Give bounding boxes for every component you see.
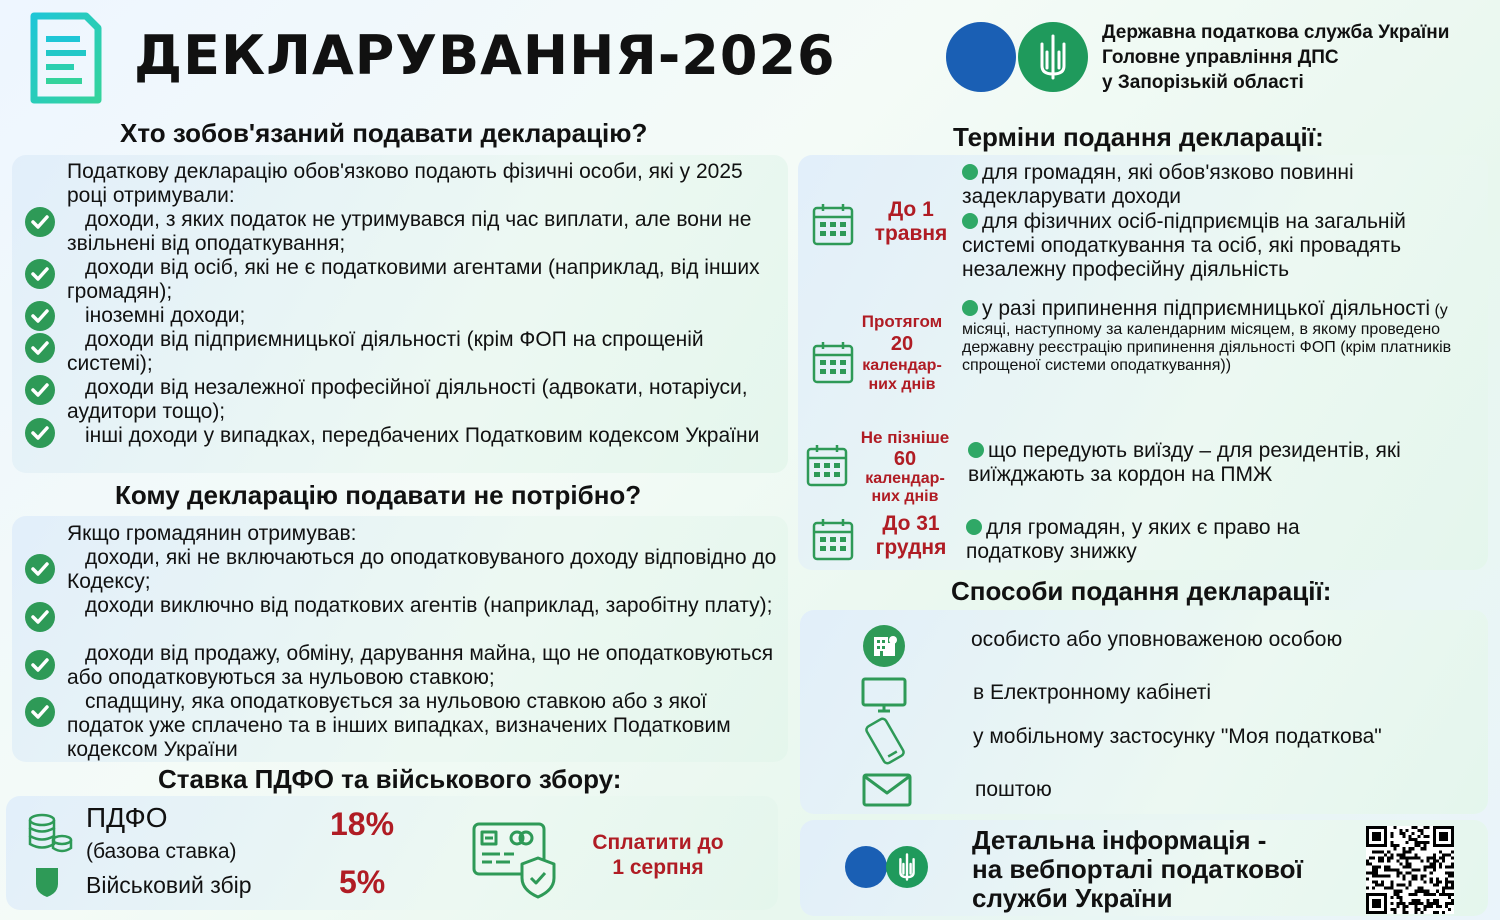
deadline-60-line-4: них днів: [871, 488, 939, 505]
method-3: у мобільному застосунку "Моя податкова": [973, 725, 1382, 748]
check-icon: [25, 697, 55, 727]
document-icon: [30, 12, 102, 109]
deadline-60-label: [848, 428, 962, 506]
check-icon: [25, 207, 55, 237]
deadline-may-label: [858, 198, 964, 246]
info-line-3: служби України: [972, 883, 1173, 913]
not-required-intro: Якщо громадянин отримував:: [67, 522, 357, 545]
info-text: [972, 826, 1303, 913]
obliged-item-6: інші доходи у випадках, передбачених Податковим кодексом України: [85, 424, 760, 447]
coins-icon: [24, 810, 74, 861]
deadline-60-line-2: 60: [893, 448, 917, 470]
pdfo-sub: (базова ставка): [86, 840, 237, 863]
logo-circle-blue-small: [845, 846, 887, 888]
org-line-2: Головне управління ДПС: [1102, 47, 1339, 68]
method-1: особисто або уповноваженою особою: [971, 628, 1343, 651]
deadline-20-line-4: них днів: [868, 376, 936, 393]
bullet-icon: [968, 442, 984, 458]
deadline-60-line-3: календар-: [865, 470, 945, 487]
deadline-dec-text: [966, 516, 1386, 564]
pdfo-label: ПДФО: [86, 802, 168, 833]
pdfo-value: 18%: [330, 806, 395, 842]
org-name: [1102, 20, 1449, 95]
check-icon: [25, 554, 55, 584]
building-icon: [862, 624, 906, 673]
info-line-1: Детальна інформація -: [972, 825, 1267, 855]
pay-line-2: 1 серпня: [612, 856, 704, 879]
obliged-heading: Хто зобов'язаний подавати декларацію?: [120, 118, 648, 148]
obliged-item-3: іноземні доходи;: [85, 304, 246, 327]
qr-code[interactable]: [1366, 826, 1454, 914]
trident-logo-small: [886, 846, 928, 888]
method-4: поштою: [975, 778, 1052, 801]
deadline-may-line-2: травня: [874, 222, 948, 245]
pay-line-1: Сплатити до: [592, 831, 724, 854]
deadline-dec-label: [858, 512, 964, 560]
deadline-60-text: [968, 439, 1468, 487]
deadline-may-text-2: [962, 210, 1482, 282]
deadline-dec-text-content: для громадян, у яких є право на податкову знижку: [966, 516, 1300, 563]
deadline-may-text-2-content: для фізичних осіб-підприємців на загальній системі оподаткування та осіб, які провадять незалежну професійну діяльність: [962, 210, 1406, 281]
check-icon: [25, 650, 55, 680]
not-required-item-2: доходи виключно від податкових агентів (наприклад, заробітну плату);: [85, 594, 773, 617]
monitor-icon: [860, 676, 908, 719]
bullet-icon: [962, 164, 978, 180]
deadline-may-text-1-content: для громадян, які обов'язково повинні задекларувати доходи: [962, 161, 1354, 208]
calendar-icon: [812, 517, 854, 566]
deadline-20-text-main: у разі припинення підприємницької діяльності: [982, 297, 1430, 320]
obliged-intro: Податкову декларацію обов'язково подають фізичні особи, які у 2025 році отримували:: [67, 160, 743, 207]
deadline-dec-line-1: До 31: [882, 512, 940, 535]
deadline-dec-line-2: грудня: [875, 536, 947, 559]
obliged-item-4: доходи від підприємницької діяльності (крім ФОП на спрощеній системі);: [67, 328, 704, 375]
deadline-20-line-3: календар-: [862, 357, 942, 374]
method-2: в Електронному кабінеті: [973, 681, 1212, 704]
trident-logo: [1018, 22, 1088, 92]
military-value: 5%: [339, 864, 386, 900]
obliged-item-1: доходи, з яких податок не утримувався під час виплати, але вони не звільнені від оподаткування;: [67, 208, 752, 255]
bullet-icon: [962, 213, 978, 229]
check-icon: [25, 333, 55, 363]
not-required-card: [12, 516, 788, 762]
obliged-item-2: доходи від осіб, які не є податковими агентами (наприклад, від інших громадян);: [67, 256, 760, 303]
trident-icon: [1018, 22, 1088, 92]
deadline-20-line-2: 20: [890, 333, 914, 355]
rates-card: [6, 796, 778, 910]
deadline-20-text-small: (у місяці, наступному за календарним місяцем, в якому проведено державну реєстрацію припинення діяльності ФОП (крім платників спрощеної системи оподаткування)): [962, 302, 1452, 374]
shield-icon: [34, 866, 60, 903]
info-line-2: на вебпорталі податкової: [972, 854, 1303, 884]
military-label: Військовий збір: [86, 872, 252, 898]
not-required-item-3: доходи від продажу, обміну, дарування майна, що не оподатковуються або оподатковуються за нульовою ставкою;: [67, 642, 774, 689]
obliged-card: [12, 155, 788, 473]
calendar-icon: [812, 202, 854, 251]
deadlines-heading: Терміни подання декларації:: [953, 122, 1324, 152]
org-line-1: Державна податкова служба України: [1102, 22, 1450, 43]
calendar-icon: [806, 443, 848, 492]
check-icon: [25, 418, 55, 448]
check-icon: [25, 301, 55, 331]
check-icon: [25, 602, 55, 632]
deadline-may-line-1: До 1: [888, 198, 934, 221]
check-icon: [25, 375, 55, 405]
org-line-3: у Запорізькій області: [1102, 72, 1304, 93]
deadline-60-text-content: що передують виїзду – для резидентів, які виїжджають за кордон на ПМЖ: [968, 439, 1401, 486]
logo-circle-blue: [946, 22, 1016, 92]
not-required-heading: Кому декларацію подавати не потрібно?: [115, 480, 642, 510]
bullet-icon: [966, 519, 982, 535]
deadline-20-line-1: Протягом: [861, 312, 943, 331]
pay-deadline: [568, 830, 748, 880]
deadline-20-label: [846, 312, 958, 394]
methods-heading: Способи подання декларації:: [951, 576, 1332, 606]
page-title: ДЕКЛАРУВАННЯ-2026: [134, 24, 836, 87]
trident-icon: [886, 846, 928, 888]
obliged-item-5: доходи від незалежної професійної діяльності (адвокати, нотаріуси, аудитори тощо);: [67, 376, 748, 423]
payment-card-icon: [470, 820, 556, 905]
bullet-icon: [962, 300, 978, 316]
deadline-may-text-1: [962, 161, 1482, 209]
smartphone-icon: [862, 716, 908, 771]
not-required-item-1: доходи, які не включаються до оподатковуваного доходу відповідно до Кодексу;: [67, 546, 777, 593]
check-icon: [25, 259, 55, 289]
deadline-60-line-1: Не пізніше: [860, 428, 950, 447]
not-required-item-4: спадщину, яка оподатковується за нульовою ставкою або з якої податок уже сплачено та в інших випадках, визначених Податковим кодексом України: [67, 690, 731, 761]
rates-heading: Ставка ПДФО та військового збору:: [158, 764, 622, 794]
envelope-icon: [861, 772, 913, 813]
deadline-20-text: [962, 297, 1482, 375]
